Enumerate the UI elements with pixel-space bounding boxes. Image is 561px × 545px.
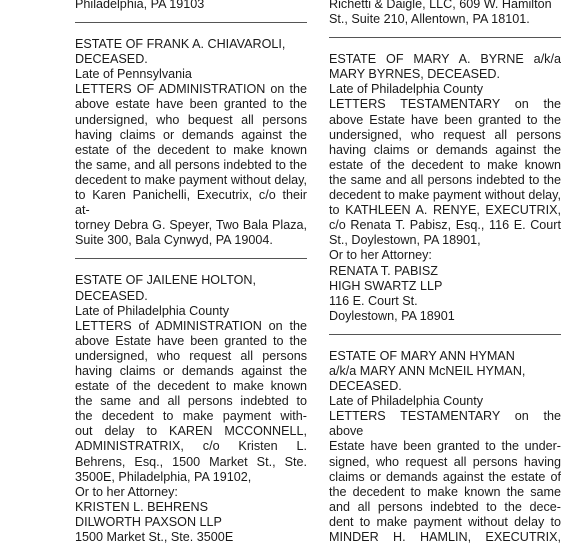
notice-line: Suite 300, Bala Cynwyd, PA 19004.	[75, 233, 273, 248]
right-column	[329, 0, 561, 545]
left-top-fragment: Philadelphia, PA 19103	[75, 0, 205, 11]
right-divider-2	[329, 334, 561, 335]
notice-line: 1500 Market St., Ste. 3500E	[75, 530, 234, 544]
notice-line: to KATHLEEN A. RENYE, EXECUTRIX,	[329, 203, 561, 218]
notice-line: having claims or demands against the	[75, 127, 307, 142]
notice-line: a/k/a MARY ANN McNEIL HYMAN,	[329, 363, 526, 378]
notice-line: ESTATE OF FRANK A. CHIAVAROLI,	[75, 37, 286, 52]
notice-line: dent to make payment without delay to	[329, 514, 561, 529]
notice-line: the same and all persons indebted to	[75, 394, 307, 409]
notice-line: MARY BYRNES, DECEASED.	[329, 67, 500, 82]
notice-line: out delay to KAREN MCCONNELL,	[75, 424, 307, 439]
notice-line: above Estate have been granted to the	[329, 112, 561, 127]
notice-line: to Karen Panichelli, Executrix, c/o their at-	[75, 188, 307, 218]
notice-line: the decedent to make payment with-	[75, 409, 307, 424]
notice-line: Or to her Attorney:	[75, 484, 178, 499]
notice-line: Late of Pennsylvania	[75, 67, 192, 82]
notice-line: undersigned, who bequest all persons	[75, 112, 307, 127]
notice-line: decedent to make payment without delay,	[329, 188, 561, 203]
notice-chiavaroli	[75, 37, 307, 248]
notice-line: the decedent to make known the same	[329, 484, 561, 499]
notice-line: undersigned, who request all persons	[75, 348, 307, 363]
notice-line: Or to her Attorney:	[329, 248, 432, 263]
right-top-line: St., Suite 210, Allentown, PA 18101.	[329, 12, 530, 27]
right-divider-1	[329, 37, 561, 38]
right-top-fragment	[329, 0, 561, 27]
notice-line: St., Doylestown, PA 18901,	[329, 233, 481, 248]
notice-line: Late of Philadelphia County	[329, 394, 484, 409]
notice-line: signed, who request all persons having	[329, 454, 561, 469]
notice-line: KRISTEN L. BEHRENS	[75, 499, 208, 514]
notice-line: Doylestown, PA 18901	[329, 308, 455, 323]
left-divider-2	[75, 258, 307, 259]
notice-line: the same, and all persons indebted to the	[75, 157, 307, 172]
notice-line: above estate have been granted to the	[75, 97, 307, 112]
notice-line: DECEASED.	[75, 288, 148, 303]
notice-line: decedent to make payment without delay,	[75, 172, 307, 187]
notice-line: ADMINISTRATRIX, c/o Kristen L.	[75, 439, 307, 454]
notice-line: 116 E. Court St.	[329, 293, 418, 308]
notice-line: undersigned, who request all persons	[329, 127, 561, 142]
notice-line: DECEASED.	[75, 52, 148, 67]
notice-line: LETTERS TESTAMENTARY on the above	[329, 409, 561, 439]
notice-line: torney Debra G. Speyer, Two Bala Plaza,	[75, 218, 307, 233]
notice-line: having claims or demands against the	[329, 142, 561, 157]
notice-line: the same and all persons indebted to the	[329, 172, 561, 187]
notice-byrne	[329, 52, 561, 324]
notice-line: MINDER H. HAMLIN, EXECUTRIX,	[329, 530, 561, 544]
notice-line: LETTERS OF ADMINISTRATION on the	[75, 82, 307, 97]
notice-line: c/o Renata T. Pabisz, Esq., 116 E. Court	[329, 218, 561, 233]
notice-line: ESTATE OF MARY A. BYRNE a/k/a	[329, 52, 561, 67]
notice-line: Behrens, Esq., 1500 Market St., Ste.	[75, 454, 307, 469]
notice-line: estate of the decedent to make known	[75, 379, 307, 394]
notice-line: estate of the decedent to make known	[75, 142, 307, 157]
left-divider-1	[75, 22, 307, 23]
notice-line: RENATA T. PABISZ	[329, 263, 438, 278]
notice-line: Late of Philadelphia County	[75, 303, 230, 318]
notice-line: LETTERS of ADMINISTRATION on the	[75, 318, 307, 333]
notice-line: HIGH SWARTZ LLP	[329, 278, 443, 293]
notice-line: ESTATE OF MARY ANN HYMAN	[329, 348, 515, 363]
notice-line: ESTATE OF JAILENE HOLTON,	[75, 273, 257, 288]
notice-line: Estate have been granted to the under-	[329, 439, 561, 454]
left-column	[75, 0, 307, 545]
right-top-line: Richetti & Daigle, LLC, 609 W. Hamilton	[329, 0, 552, 11]
notice-line: Late of Philadelphia County	[329, 82, 484, 97]
notice-line: above Estate have been granted to the	[75, 333, 307, 348]
notice-line: having claims or demands against the	[75, 363, 307, 378]
notice-line: 3500E, Philadelphia, PA 19102,	[75, 469, 252, 484]
notice-line: estate of the decedent to make known	[329, 157, 561, 172]
notice-line: LETTERS TESTAMENTARY on the	[329, 97, 561, 112]
notice-line: claims or demands against the estate of	[329, 469, 561, 484]
notice-line: DECEASED.	[329, 379, 402, 394]
notice-line: DILWORTH PAXSON LLP	[75, 514, 222, 529]
notice-hyman	[329, 349, 561, 545]
notice-line: and all persons indebted to the dece-	[329, 499, 561, 514]
notice-holton	[75, 273, 307, 545]
